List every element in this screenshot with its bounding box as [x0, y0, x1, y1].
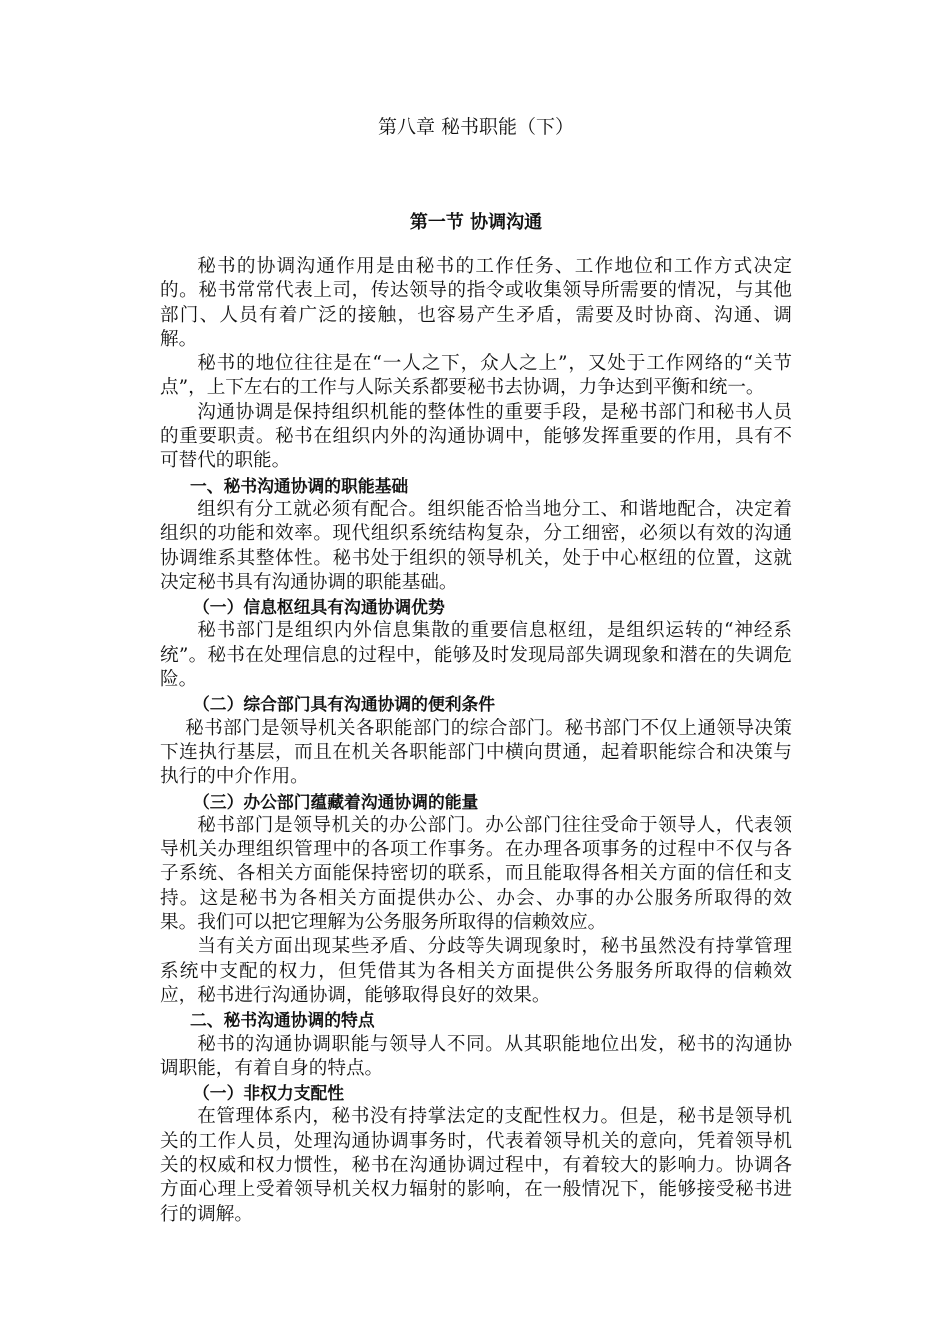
paragraph: 秘书的地位往往是在“一人之下，众人之上”，又处于工作网络的“关节点”，上下左右的工作与人际关系都要秘书去协调，力争达到平衡和统一。	[160, 353, 792, 399]
document-body	[160, 255, 792, 1227]
heading-level-1: 一、秘书沟通协调的职能基础	[190, 475, 409, 496]
paragraph: 秘书部门是领导机关各职能部门的综合部门。秘书部门不仅上通领导决策下连执行基层，而且在机关各职能部门中横向贯通，起着职能综合和决策与执行的中介作用。	[160, 717, 792, 788]
paragraph: 在管理体系内，秘书没有持掌法定的支配性权力。但是，秘书是领导机关的工作人员，处理沟通协调事务时，代表着领导机关的意向，凭着领导机关的权威和权力惯性，秘书在沟通协调过程中，有着较大的影响力。协调各方面心理上受着领导机关权力辐射的影响，在一般情况下，能够接受秘书进行的调解。	[160, 1106, 792, 1225]
heading-level-2: （二）综合部门具有沟通协调的便利条件	[193, 694, 496, 715]
paragraph: 秘书的协调沟通作用是由秘书的工作任务、工作地位和工作方式决定的。秘书常常代表上司，传达领导的指令或收集领导所需要的情况，与其他部门、人员有着广泛的接触，也容易产生矛盾，需要及时协商、沟通、调解。	[160, 256, 792, 350]
heading-level-1: 二、秘书沟通协调的特点	[190, 1010, 375, 1031]
paragraph: 秘书部门是领导机关的办公部门。办公部门往往受命于领导人，代表领导机关办理组织管理中的各项工作事务。在办理各项事务的过程中不仅与各子系统、各相关方面能保持密切的联系，而且能取得各相关方面的信任和支持。这是秘书为各相关方面提供办公、办会、办事的办公服务所取得的效果。我们可以把它理解为公务服务所取得的信赖效应。	[160, 814, 792, 934]
section-title: 第一节 协调沟通	[409, 212, 543, 233]
heading-level-2: （一）信息枢纽具有沟通协调优势	[193, 597, 445, 618]
paragraph: 秘书的沟通协调职能与领导人不同。从其职能地位出发，秘书的沟通协调职能，有着自身的特点。	[160, 1033, 792, 1079]
paragraph: 秘书部门是组织内外信息集散的重要信息枢纽，是组织运转的“神经系统”。秘书在处理信息的过程中，能够及时发现局部失调现象和潜在的失调危险。	[160, 620, 792, 691]
paragraph: 组织有分工就必须有配合。组织能否恰当地分工、和谐地配合，决定着组织的功能和效率。现代组织系统结构复杂，分工细密，必须以有效的沟通协调维系其整体性。秘书处于组织的领导机关，处于中心枢纽的位置，这就决定秘书具有沟通协调的职能基础。	[160, 498, 792, 593]
heading-level-2: （一）非权力支配性	[193, 1083, 345, 1104]
paragraph: 当有关方面出现某些矛盾、分歧等失调现象时，秘书虽然没有持掌管理系统中支配的权力，但凭借其为各相关方面提供公务服务所取得的信赖效应，秘书进行沟通协调，能够取得良好的效果。	[160, 936, 792, 1006]
chapter-title: 第八章 秘书职能（下）	[377, 116, 575, 138]
paragraph: 沟通协调是保持组织机能的整体性的重要手段，是秘书部门和秘书人员的重要职责。秘书在组织内外的沟通协调中，能够发挥重要的作用，具有不可替代的职能。	[160, 401, 792, 472]
heading-level-2: （三）办公部门蕴藏着沟通协调的能量	[193, 791, 479, 812]
